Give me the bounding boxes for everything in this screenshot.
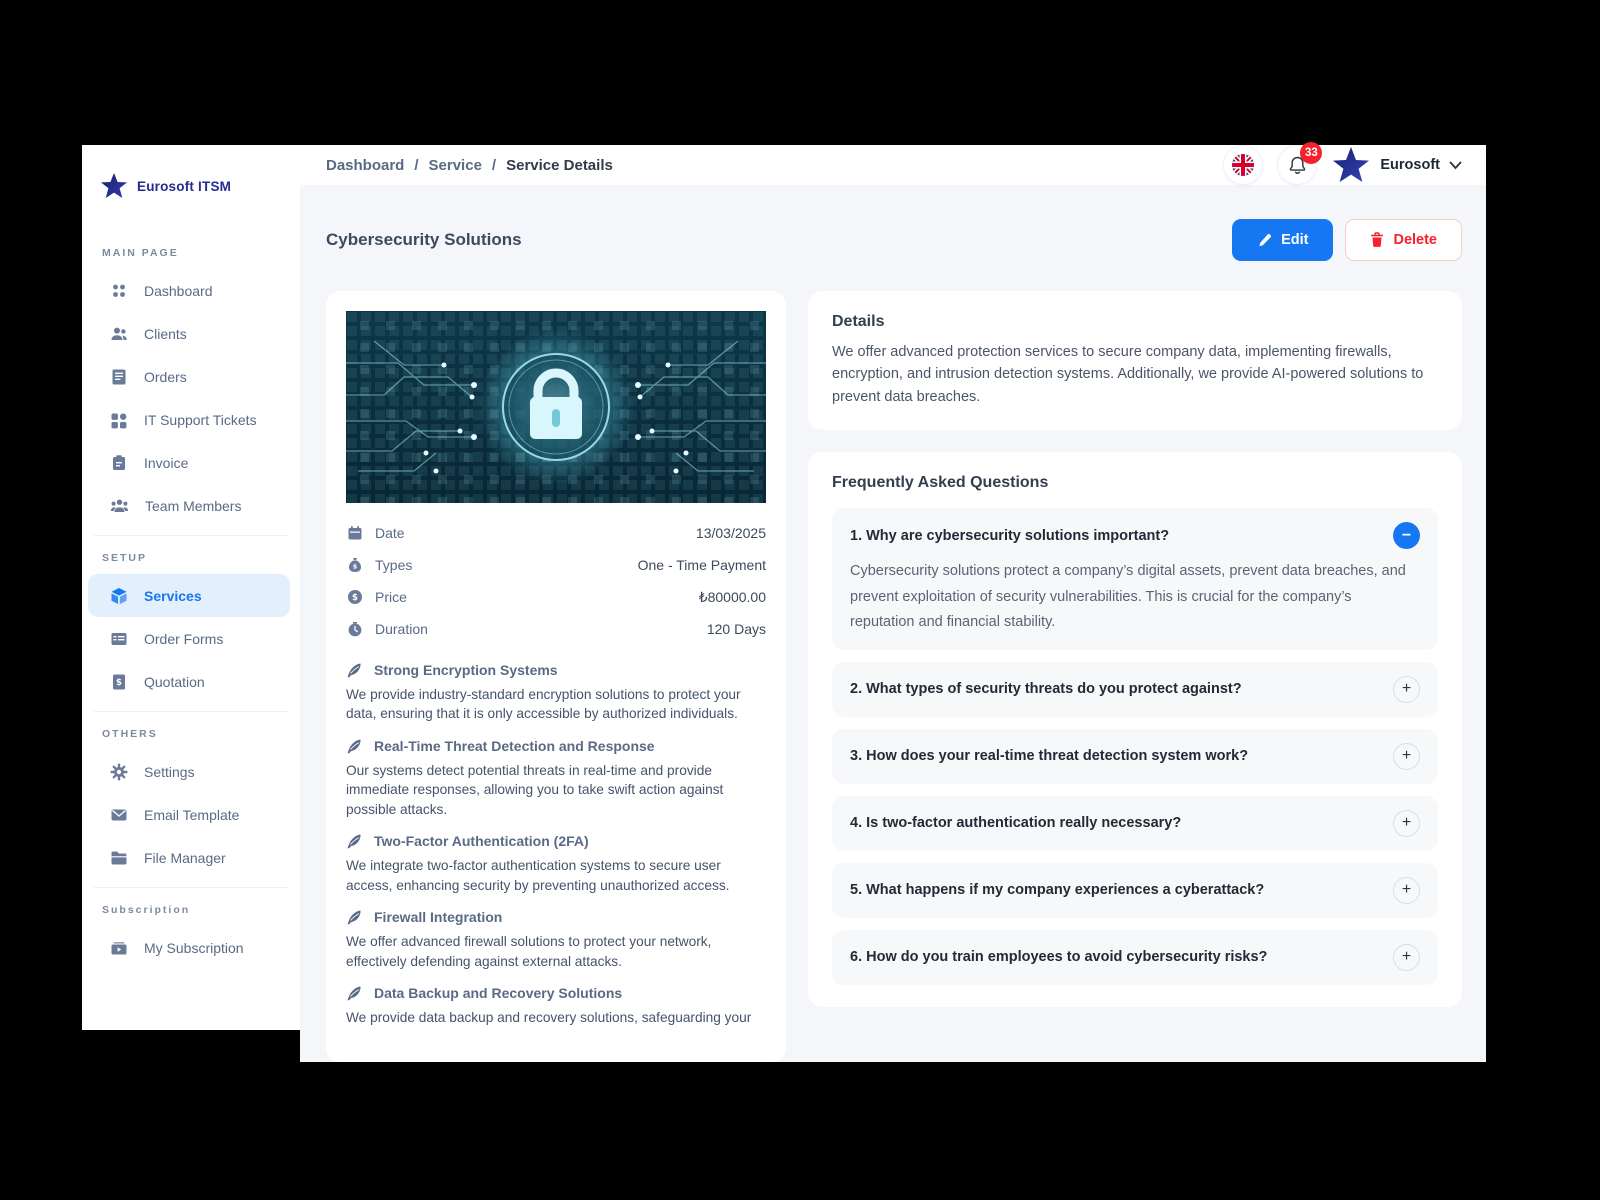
order-forms-icon	[110, 630, 128, 648]
breadcrumb-dashboard[interactable]: Dashboard	[326, 156, 405, 174]
brand[interactable]	[82, 169, 300, 203]
feature-item	[346, 985, 766, 1027]
sidebar-item-settings[interactable]	[88, 750, 290, 793]
sidebar-item-dashboard[interactable]	[88, 269, 290, 312]
info-value: 120 Days	[706, 621, 766, 637]
svg-text:$: $	[352, 562, 357, 571]
sidebar-item-label: File Manager	[144, 849, 226, 866]
feature-description: We provide data backup and recovery solutions, safeguarding your	[346, 1010, 752, 1026]
sidebar-item-orders[interactable]	[88, 355, 290, 398]
faq-item-4[interactable]	[832, 796, 1438, 851]
info-value: 13/03/2025	[695, 525, 766, 541]
sidebar-item-label: Team Members	[145, 497, 242, 514]
faq-answer: Cybersecurity solutions protect a company’s digital assets, prevent data breaches, and prevent exploitation of security vulnerabilities. This is crucial for the company’s reputation and financial stability.	[850, 563, 1406, 631]
feather-icon	[346, 738, 362, 754]
faq-panel	[808, 452, 1462, 1006]
faq-question: 3. How does your real-time threat detection system work?	[850, 748, 1249, 765]
services-icon	[110, 587, 128, 605]
sidebar-item-clients[interactable]	[88, 312, 290, 355]
brand-name: Eurosoft ITSM	[137, 178, 232, 194]
faq-list	[832, 508, 1438, 984]
sidebar-item-email-template[interactable]	[88, 793, 290, 836]
subscription-icon	[110, 939, 128, 957]
service-image	[346, 311, 766, 503]
service-info	[346, 517, 766, 646]
envelope-icon	[110, 806, 128, 824]
sidebar-item-my-subscription[interactable]	[88, 926, 290, 969]
top-actions	[1223, 145, 1462, 185]
app-window	[82, 145, 1486, 1030]
sidebar-item-label: Orders	[144, 368, 187, 385]
sidebar-item-it-support-tickets[interactable]	[88, 398, 290, 441]
faq-item-2[interactable]	[832, 662, 1438, 717]
notification-count-badge: 33	[1300, 142, 1322, 164]
sidebar-item-label: Invoice	[144, 454, 189, 471]
chevron-down-icon	[1449, 161, 1462, 170]
dashboard-icon	[110, 282, 128, 300]
breadcrumb-service[interactable]: Service	[428, 156, 482, 174]
sidebar-item-label: Order Forms	[144, 630, 224, 647]
faq-expand-button[interactable]: +	[1393, 944, 1420, 971]
brand-star-icon	[100, 172, 128, 200]
feature-item	[346, 909, 766, 971]
faq-question: 1. Why are cybersecurity solutions important?	[850, 527, 1170, 544]
faq-question: 5. What happens if my company experiences a cyberattack?	[850, 882, 1265, 899]
feature-title: Strong Encryption Systems	[374, 662, 558, 678]
divider	[94, 535, 288, 536]
quotation-icon	[110, 673, 128, 691]
language-button[interactable]	[1223, 145, 1263, 185]
details-panel	[808, 291, 1462, 430]
svg-text:$: $	[116, 677, 122, 688]
sidebar-item-label: Quotation	[144, 673, 205, 690]
info-row-price	[346, 581, 766, 613]
section-label-others: OTHERS	[102, 728, 158, 740]
feature-title: Firewall Integration	[374, 909, 503, 926]
user-star-avatar	[1331, 145, 1371, 185]
feature-item	[346, 833, 766, 895]
faq-item-6[interactable]	[832, 930, 1438, 985]
feature-title: Data Backup and Recovery Solutions	[374, 985, 623, 1002]
info-label: Types	[375, 557, 413, 573]
info-row-duration	[346, 613, 766, 645]
faq-collapse-button[interactable]: −	[1393, 522, 1420, 549]
breadcrumb-current: Service Details	[506, 156, 613, 174]
trash-icon	[1370, 232, 1384, 248]
sidebar-item-label: Clients	[144, 325, 187, 342]
info-value: One - Time Payment	[637, 557, 766, 573]
feature-item	[346, 738, 766, 819]
main-area	[300, 145, 1486, 1030]
user-menu[interactable]	[1331, 145, 1462, 185]
orders-icon	[110, 368, 128, 386]
breadcrumb-separator: /	[414, 156, 419, 174]
feature-description: We integrate two-factor authentication systems to secure user access, enhancing security by preventing unauthorized access.	[346, 858, 730, 893]
info-row-types	[346, 549, 766, 581]
sidebar-item-label: IT Support Tickets	[144, 411, 257, 428]
info-label: Duration	[375, 621, 428, 637]
sidebar-item-order-forms[interactable]	[88, 617, 290, 660]
faq-question: 6. How do you train employees to avoid cybersecurity risks?	[850, 949, 1268, 966]
service-card	[326, 291, 786, 1062]
faq-expand-button[interactable]: +	[1393, 810, 1420, 837]
edit-button[interactable]	[1232, 219, 1333, 261]
feature-title: Real-Time Threat Detection and Response	[374, 737, 655, 754]
section-label-main-page: MAIN PAGE	[102, 247, 179, 259]
feather-icon	[346, 833, 362, 849]
money-bag-icon	[348, 557, 362, 573]
sidebar-item-label: Dashboard	[144, 282, 213, 299]
content-area	[300, 185, 1486, 1062]
info-value: ₺80000.00	[698, 588, 766, 605]
feather-icon	[346, 909, 362, 925]
delete-button-label: Delete	[1393, 232, 1437, 248]
page-title: Cybersecurity Solutions	[326, 230, 522, 249]
feature-list	[346, 662, 766, 1028]
notifications-button[interactable]	[1277, 145, 1317, 185]
feature-description: We offer advanced firewall solutions to protect your network, effectively defending against external attacks.	[346, 934, 712, 969]
top-bar	[300, 145, 1486, 185]
feature-description: We provide industry-standard encryption solutions to protect your data, ensuring that it is only accessible by authorized individuals.	[346, 687, 741, 722]
feature-title: Two-Factor Authentication (2FA)	[374, 833, 589, 850]
section-label-setup: SETUP	[102, 552, 148, 564]
faq-question: 4. Is two-factor authentication really necessary?	[850, 815, 1182, 832]
sidebar-nav	[82, 233, 300, 969]
feature-description: Our systems detect potential threats in real-time and provide immediate responses, allowing you to take swift action against possible attacks.	[346, 762, 724, 817]
sidebar-item-file-manager[interactable]	[88, 836, 290, 879]
user-name: Eurosoft	[1380, 157, 1440, 173]
faq-item-3[interactable]	[832, 729, 1438, 784]
pencil-icon	[1257, 233, 1272, 248]
clock-icon	[347, 621, 363, 637]
price-circle-icon	[347, 589, 363, 605]
breadcrumb-separator: /	[491, 156, 497, 174]
sidebar-item-label: My Subscription	[144, 939, 244, 956]
details-title: Details	[832, 313, 885, 330]
info-row-date	[346, 517, 766, 549]
support-tickets-icon	[110, 411, 128, 429]
right-column	[808, 291, 1462, 1007]
clients-icon	[110, 325, 128, 343]
faq-title: Frequently Asked Questions	[832, 474, 1049, 492]
faq-question: 2. What types of security threats do you protect against?	[850, 681, 1242, 698]
faq-item-5[interactable]	[832, 863, 1438, 918]
sidebar-item-label: Email Template	[144, 806, 240, 823]
sidebar-item-quotation[interactable]	[88, 660, 290, 703]
divider	[94, 887, 288, 888]
svg-text:$: $	[351, 593, 358, 604]
delete-button[interactable]	[1345, 219, 1462, 261]
info-label: Price	[375, 589, 407, 605]
divider	[94, 711, 288, 712]
sidebar-item-label: Settings	[144, 763, 195, 780]
faq-expand-button[interactable]: +	[1393, 743, 1420, 770]
faq-item-1[interactable]	[832, 508, 1438, 649]
calendar-icon	[347, 525, 363, 541]
folder-icon	[110, 849, 128, 867]
page-header	[326, 219, 1462, 261]
sidebar-item-team-members[interactable]	[88, 484, 290, 527]
faq-expand-button[interactable]: +	[1393, 676, 1420, 703]
info-label: Date	[375, 525, 405, 541]
feather-icon	[346, 662, 362, 678]
details-body: We offer advanced protection services to secure company data, implementing firewalls, encryption, and intrusion detection systems. Additionally, we provide AI-powered solutions to prevent data breaches.	[832, 344, 1424, 405]
sidebar-item-label: Services	[144, 587, 202, 604]
feature-item	[346, 662, 766, 724]
sidebar-item-invoice[interactable]	[88, 441, 290, 484]
section-label-subscription: Subscription	[102, 904, 191, 916]
sidebar-item-services[interactable]	[88, 574, 290, 617]
invoice-icon	[110, 454, 128, 472]
feather-icon	[346, 985, 362, 1001]
gear-icon	[110, 763, 128, 781]
edit-button-label: Edit	[1281, 232, 1309, 248]
faq-expand-button[interactable]: +	[1393, 877, 1420, 904]
uk-flag-icon	[1231, 153, 1255, 177]
team-members-icon	[110, 497, 129, 515]
sidebar	[82, 145, 300, 1030]
breadcrumb	[326, 157, 613, 174]
